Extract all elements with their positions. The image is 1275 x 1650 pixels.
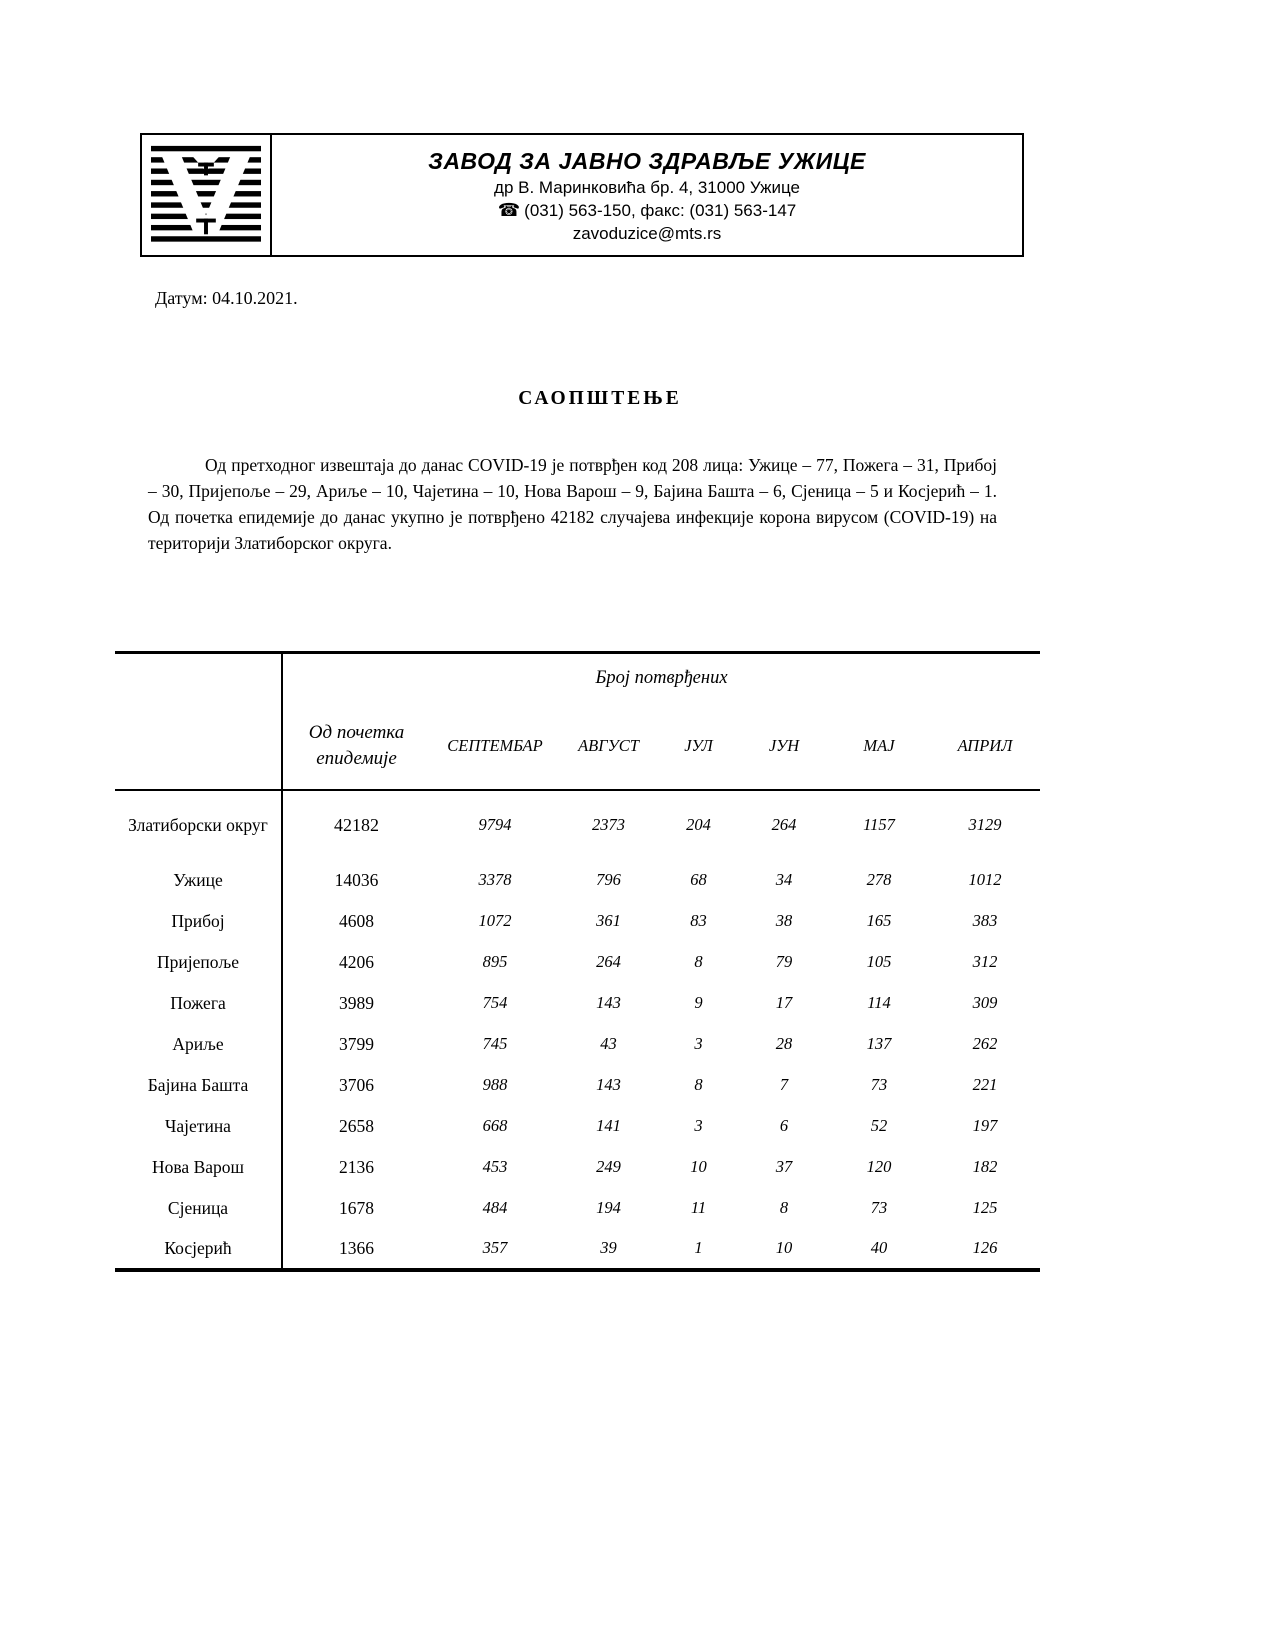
value-cell: 3989 [339,992,374,1013]
institute-logo [142,135,272,255]
value-cell: 4206 [339,951,374,972]
table-row [115,1188,1040,1229]
place-name-cell: Прибој [115,901,282,942]
value-cell: 182 [972,1157,998,1176]
value-cell: 3799 [339,1033,374,1054]
org-name: ЗАВОД ЗА ЈАВНО ЗДРАВЉЕ УЖИЦЕ [428,148,866,175]
value-cell: 3129 [968,815,1002,834]
value-cell: 40 [870,1238,888,1257]
value-cell: 37 [775,1157,793,1176]
letterhead [140,133,1024,257]
value-cell: 1 [694,1238,703,1257]
value-cell: 1366 [339,1237,374,1258]
value-cell: 17 [775,993,793,1012]
institute-logo-icon [151,145,261,245]
value-cell: 9 [694,993,703,1012]
column-header-may: МАЈ [828,703,930,790]
value-cell: 73 [870,1198,888,1217]
date-line: Датум: 04.10.2021. [155,288,298,308]
value-cell: 38 [775,911,793,930]
value-cell: 114 [867,993,891,1012]
value-cell: 357 [482,1238,508,1257]
place-name-cell: Нова Варош [115,1147,282,1188]
table-row [115,1147,1040,1188]
value-cell: 105 [866,952,892,971]
value-cell: 264 [771,815,797,834]
value-cell: 143 [596,993,621,1012]
value-cell: 745 [482,1034,508,1053]
value-cell: 43 [600,1034,617,1053]
covid-stats-table [115,651,1040,1272]
value-cell: 10 [690,1157,707,1176]
value-cell: 8 [694,1075,703,1094]
value-cell: 204 [686,815,711,834]
table-row [115,942,1040,983]
value-cell: 4608 [339,910,374,931]
corner-cell [115,703,282,790]
table-span-header-row [115,653,1040,703]
value-cell: 137 [866,1034,892,1053]
value-cell: 83 [690,911,707,930]
column-header-since-start: Од почетка епидемије [282,703,430,790]
value-cell: 8 [694,952,703,971]
value-cell: 79 [775,952,793,971]
org-address: др В. Маринковића бр. 4, 31000 Ужице [494,178,800,198]
value-cell: 14036 [334,869,379,890]
place-name-cell: Пожега [115,983,282,1024]
letterhead-text [272,135,1022,255]
table-row [115,790,1040,860]
place-name-cell: Ужице [115,860,282,901]
table-row [115,860,1040,901]
value-cell: 197 [972,1116,998,1135]
column-header-july: ЈУЛ [657,703,740,790]
value-cell: 39 [600,1238,617,1257]
value-cell: 988 [482,1075,508,1094]
value-cell: 2373 [592,815,625,834]
value-cell: 141 [596,1116,621,1135]
value-cell: 11 [690,1198,707,1217]
place-name-cell: Пријепоље [115,942,282,983]
value-cell: 9794 [478,815,512,834]
value-cell: 8 [779,1198,789,1217]
value-cell: 73 [870,1075,888,1094]
value-cell: 453 [482,1157,508,1176]
value-cell: 2658 [339,1115,374,1136]
value-cell: 126 [972,1238,998,1257]
place-name-cell: Косјерић [115,1229,282,1270]
body-paragraph: Од претходног извештаја до данас COVID-19 је потврђен код 208 лица: Ужице – 77, Пожега – 31, Прибој – 30, Пријепоље – 29, Ариље – 10, Чајетина – 10, Нова Варош – 9, Бајина Башта – 6, Сјеница – 5 и Косјерић – 1. Од почетка епидемије до данас укупно је потврђено 42182 случајева инфекције корона вирусом (COVID-19) на територији Златиборског округа. [148,455,997,553]
value-cell: 262 [972,1034,998,1053]
column-header-august: АВГУСТ [560,703,657,790]
value-cell: 668 [482,1116,508,1135]
table-row [115,901,1040,942]
value-cell: 2136 [339,1156,374,1177]
place-name-cell: Чајетина [115,1106,282,1147]
org-email: zavoduzice@mts.rs [572,223,722,243]
value-cell: 312 [972,952,998,971]
place-name-cell: Бајина Башта [115,1065,282,1106]
table-row [115,1106,1040,1147]
value-cell: 484 [482,1198,508,1217]
value-cell: 165 [866,911,892,930]
value-cell: 6 [779,1116,789,1135]
value-cell: 1678 [339,1197,374,1218]
value-cell: 264 [596,952,621,971]
value-cell: 3378 [478,870,512,889]
value-cell: 194 [596,1198,621,1217]
value-cell: 34 [775,870,793,889]
corner-cell [115,653,282,703]
table-row [115,1229,1040,1270]
value-cell: 125 [972,1198,998,1217]
value-cell: 796 [596,870,621,889]
value-cell: 68 [690,870,707,889]
table-span-header: Број потврђених [595,667,728,688]
value-cell: 221 [972,1075,998,1094]
value-cell: 361 [596,911,621,930]
place-name-cell: Ариље [115,1024,282,1065]
table-columns-row [115,703,1040,790]
value-cell: 895 [482,952,508,971]
value-cell: 42182 [334,814,379,835]
value-cell: 278 [866,870,892,889]
value-cell: 10 [775,1238,793,1257]
value-cell: 1012 [968,870,1002,889]
phone-icon: ☎ [497,200,521,221]
value-cell: 249 [596,1157,621,1176]
place-name-cell: Златиборски округ [115,790,282,860]
value-cell: 143 [596,1075,621,1094]
document-title: САОПШТЕЊЕ [518,388,682,409]
value-cell: 7 [779,1075,789,1094]
value-cell: 52 [870,1116,888,1135]
column-header-september: СЕПТЕМБАР [430,703,560,790]
table-row [115,1024,1040,1065]
value-cell: 1072 [478,911,512,930]
value-cell: 309 [972,993,998,1012]
value-cell: 28 [775,1034,793,1053]
value-cell: 3706 [339,1074,374,1095]
value-cell: 754 [482,993,508,1012]
value-cell: 1157 [863,815,895,834]
table-row [115,983,1040,1024]
column-header-april: АПРИЛ [930,703,1040,790]
value-cell: 3 [694,1116,703,1135]
value-cell: 383 [972,911,998,930]
org-phone-line [498,199,796,222]
column-header-june: ЈУН [740,703,828,790]
place-name-cell: Сјеница [115,1188,282,1229]
value-cell: 120 [866,1157,892,1176]
table-row [115,1065,1040,1106]
value-cell: 3 [694,1034,703,1053]
phone-fax-text: (031) 563-150, факс: (031) 563-147 [524,201,797,221]
